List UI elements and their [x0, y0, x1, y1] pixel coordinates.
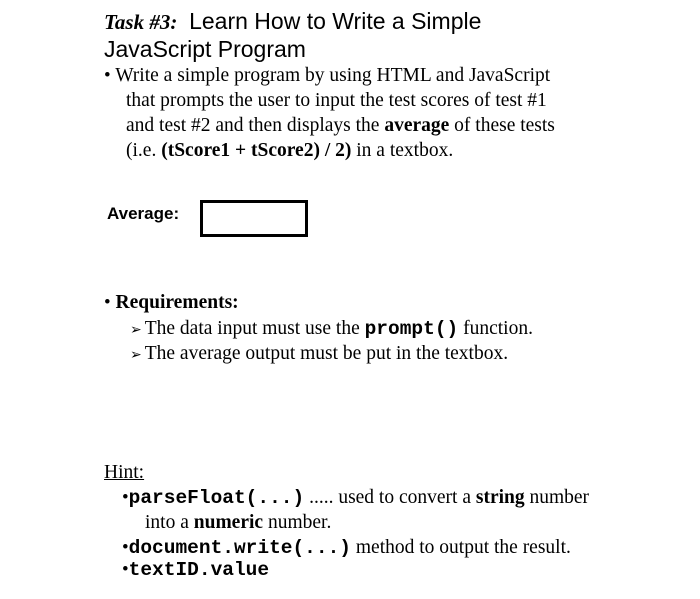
average-textbox[interactable] — [200, 200, 308, 237]
hint-item-2 — [122, 536, 571, 560]
description-text-3b: of these tests — [449, 115, 555, 136]
requirement-1-text: The data input must use the — [144, 318, 365, 339]
arrow-bullet-icon: ➢ — [130, 323, 142, 338]
numeric-keyword: numeric — [193, 512, 264, 533]
description-line-2: that prompts the user to input the test scores of test #1 — [126, 90, 547, 111]
description-line-3 — [126, 114, 555, 138]
hint-2-suffix: method to output the result. — [351, 537, 571, 558]
requirement-2-text: The average output must be put in the textbox. — [144, 343, 509, 364]
requirement-item-2 — [130, 342, 508, 368]
document-write-code: document.write(...) — [128, 537, 351, 559]
average-keyword: average — [384, 115, 450, 136]
hint-item-1 — [122, 486, 589, 510]
hint-1-line2-pre: into a — [145, 512, 194, 533]
hint-item-1-line-2 — [145, 511, 331, 535]
hint-1-suffix: number — [524, 487, 590, 508]
bullet-icon: • — [122, 559, 129, 580]
description-text-4a: (i.e. — [126, 140, 162, 161]
task-label: Task #3: — [104, 10, 178, 34]
task-title-part1: Learn How to Write a Simple — [189, 8, 482, 34]
description-text-1: Write a simple program by using HTML and JavaScript — [115, 65, 551, 86]
task-heading — [104, 7, 481, 36]
description-line-1 — [104, 64, 550, 88]
requirements-heading-line — [104, 291, 239, 315]
requirement-1-suffix: function. — [458, 318, 533, 339]
requirement-item-1 — [130, 317, 533, 343]
hint-item-3 — [122, 558, 269, 582]
parsefloat-code: parseFloat(...) — [128, 487, 305, 509]
formula: (tScore1 + tScore2) / 2) — [161, 140, 352, 161]
bullet-icon: • — [122, 537, 129, 558]
hint-heading: Hint: — [104, 462, 145, 483]
bullet-icon: • — [122, 487, 129, 508]
description-text-3a: and test #2 and then displays the — [126, 115, 385, 136]
prompt-code: prompt() — [364, 318, 459, 340]
string-keyword: string — [475, 487, 525, 508]
textid-value-code: textID.value — [128, 559, 270, 581]
bullet-icon: • — [104, 292, 111, 313]
average-label: Average: — [107, 204, 180, 223]
hint-1-mid: ..... used to convert a — [304, 487, 476, 508]
bullet-icon: • — [104, 65, 111, 86]
requirements-heading: Requirements: — [115, 292, 239, 313]
description-text-4b: in a textbox. — [351, 140, 454, 161]
task-title-part2: JavaScript Program — [104, 36, 306, 62]
hint-1-line2-post: number. — [263, 512, 332, 533]
arrow-bullet-icon: ➢ — [130, 348, 142, 363]
description-line-4 — [126, 139, 453, 163]
